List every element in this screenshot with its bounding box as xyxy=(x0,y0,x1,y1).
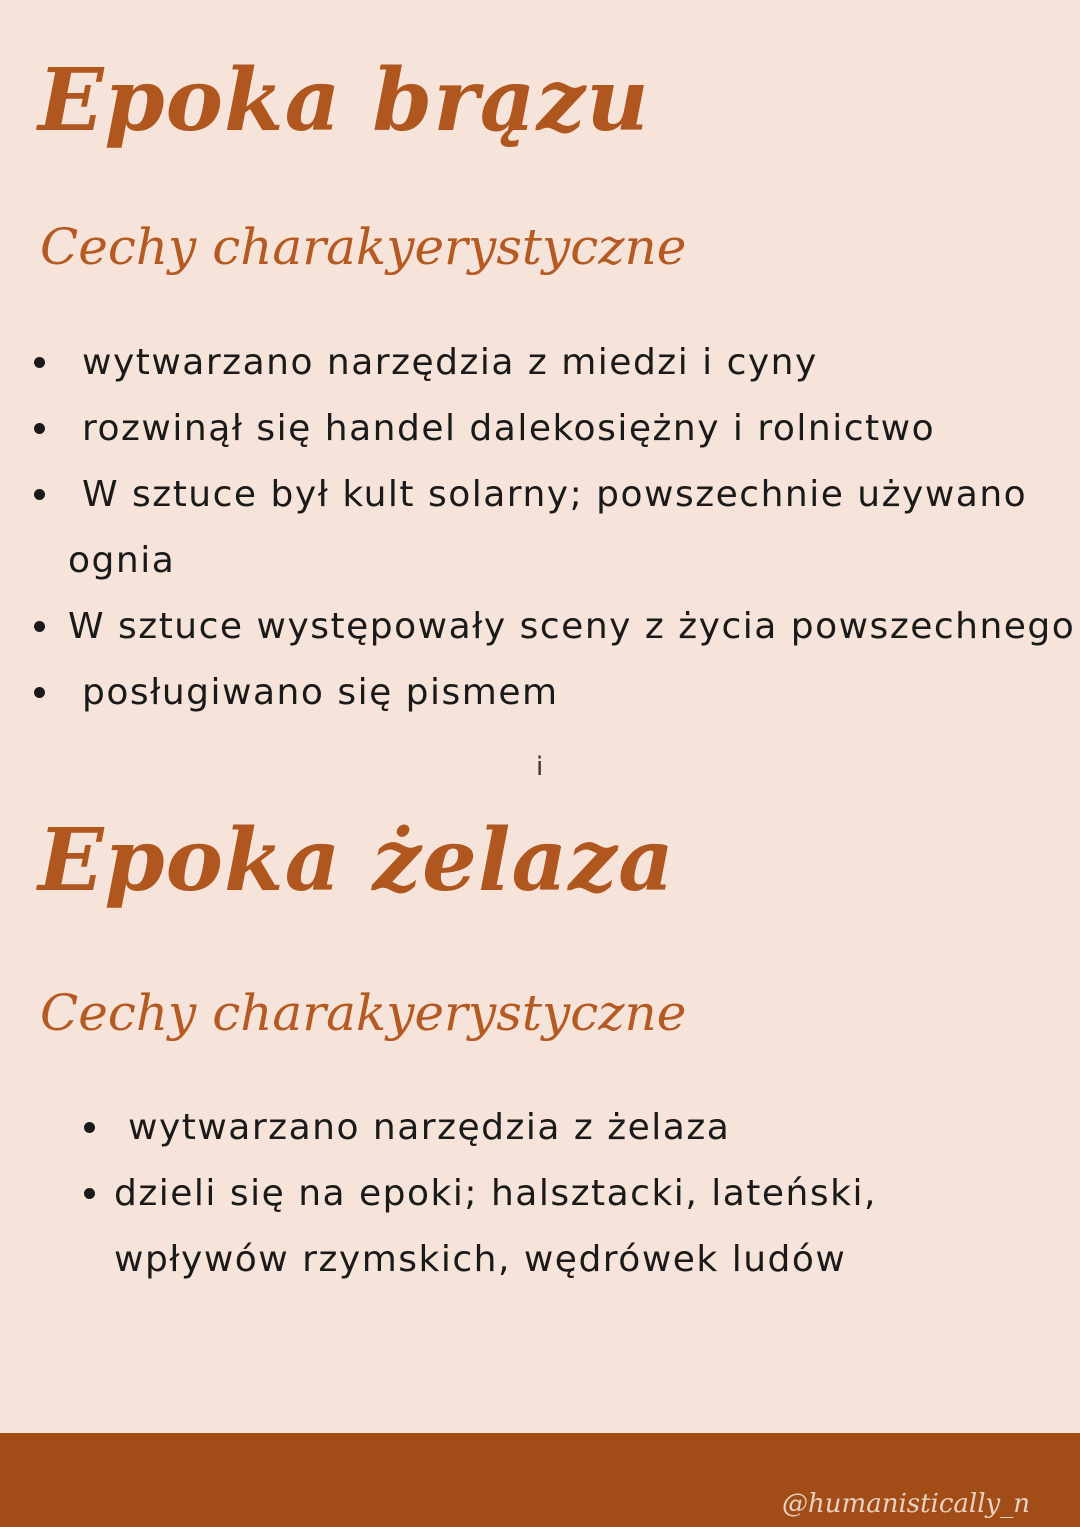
list-item xyxy=(0,594,1080,660)
author-handle: @humanistically_n xyxy=(782,1489,1030,1519)
bullet-icon xyxy=(34,423,45,434)
list-item xyxy=(0,462,1080,528)
bullet-icon xyxy=(34,621,45,632)
list-item xyxy=(0,330,1080,396)
bullet-icon xyxy=(34,357,45,368)
list-item xyxy=(0,1161,1080,1227)
list-item-text: rozwinął się handel dalekosiężny i rolnictwo xyxy=(82,408,936,449)
list-item-continuation xyxy=(0,528,1080,594)
section-subtitle-bronze: Cechy charakyerystyczne xyxy=(40,218,687,276)
bullet-icon xyxy=(34,687,45,698)
list-item-text: ognia xyxy=(68,540,176,581)
list-item-continuation xyxy=(0,1227,1080,1293)
list-item-text: wytwarzano narzędzia z żelaza xyxy=(128,1107,731,1148)
section-subtitle-iron: Cechy charakyerystyczne xyxy=(40,984,687,1042)
list-item xyxy=(0,660,1080,726)
footer-bar xyxy=(0,1433,1080,1527)
list-item-text: wytwarzano narzędzia z miedzi i cyny xyxy=(82,342,818,383)
list-item-text: dzieli się na epoki; halsztacki, lateński, xyxy=(114,1173,877,1214)
list-item-text: W sztuce występowały sceny z życia powszechnego xyxy=(68,606,1076,647)
section-title-iron: Epoka żelaza xyxy=(38,810,675,911)
bronze-features-list xyxy=(0,330,1080,726)
stray-marker: i xyxy=(536,752,544,782)
list-item-text: wpływów rzymskich, wędrówek ludów xyxy=(114,1239,847,1280)
section-title-bronze: Epoka brązu xyxy=(38,50,650,151)
bullet-icon xyxy=(84,1122,95,1133)
iron-features-list xyxy=(0,1095,1080,1293)
list-item xyxy=(0,396,1080,462)
bullet-icon xyxy=(34,489,45,500)
bullet-icon xyxy=(84,1188,95,1199)
list-item-text: posługiwano się pismem xyxy=(82,672,559,713)
list-item-text: W sztuce był kult solarny; powszechnie używano xyxy=(82,474,1028,515)
list-item xyxy=(0,1095,1080,1161)
